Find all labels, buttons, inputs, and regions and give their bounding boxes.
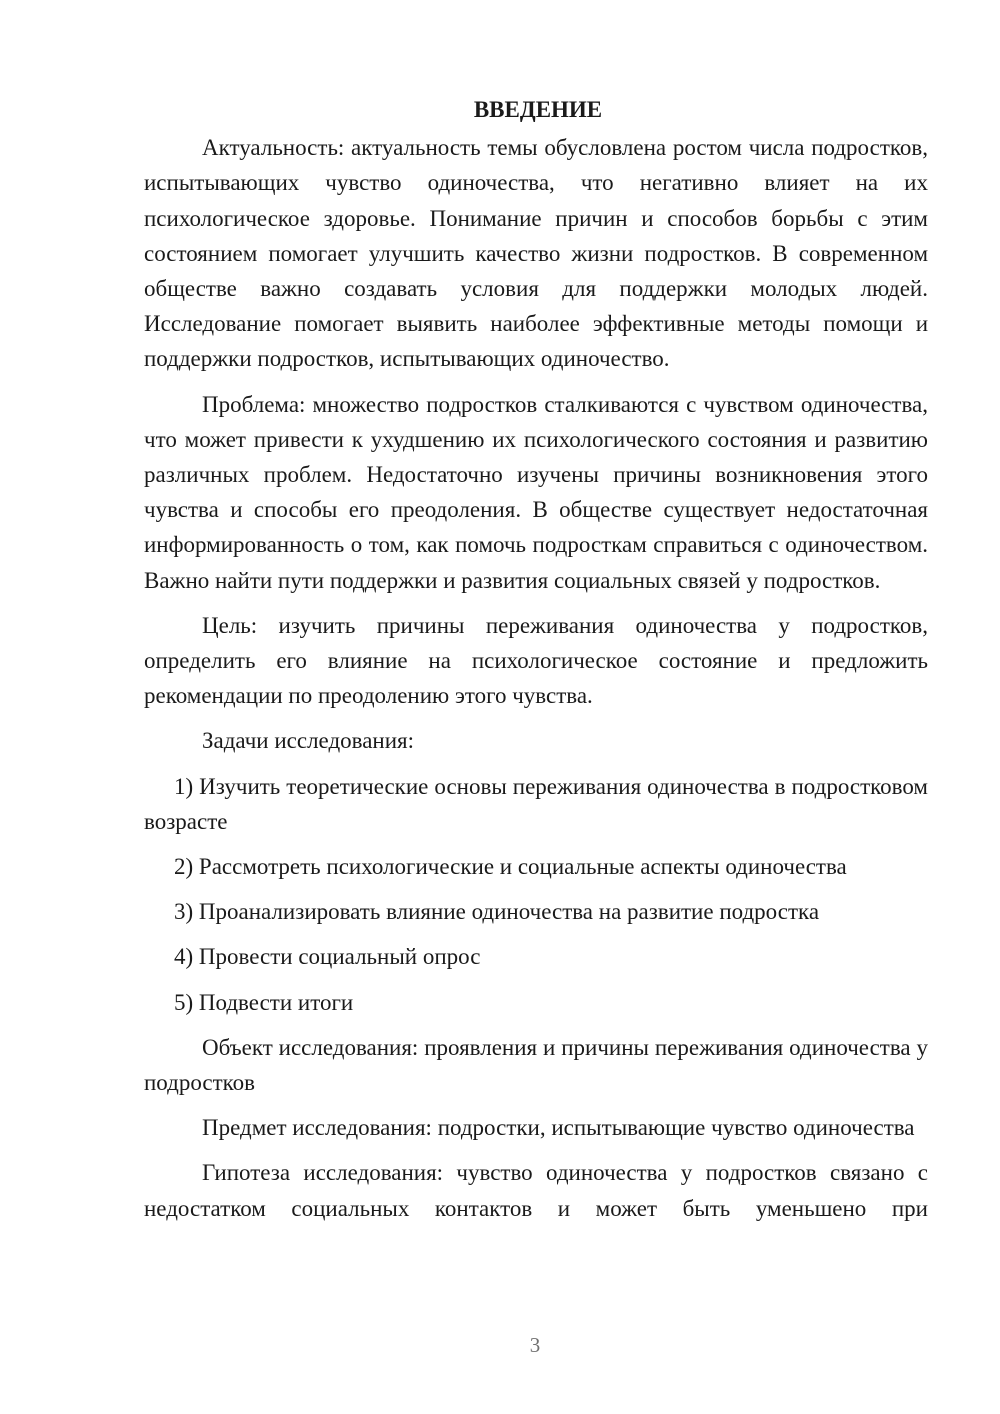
page-heading: ВВЕДЕНИЕ [473,97,603,122]
subject-paragraph: Предмет исследования: подростки, испытывающие чувство одиночества [202,1115,915,1141]
task-item: 3) Проанализировать влияние одиночества на развитие подростка [174,899,820,925]
object-paragraph: Объект исследования: проявления и причины переживания одиночества у подростков [144,1034,928,1096]
task-item: 4) Провести социальный опрос [174,944,481,970]
page-number: 3 [529,1333,541,1357]
task-item: 1) Изучить теоретические основы переживания одиночества в подростковом возрасте [144,773,928,834]
tasks-label: Задачи исследования: [202,728,415,754]
task-item: 2) Рассмотреть психологические и социальные аспекты одиночества [174,854,847,880]
problem-paragraph: Проблема: множество подростков сталкиваются с чувством одиночества, что может привести к ухудшению их психологического состояния и развитию различных проблем. Недостаточно изучены причины возникновения этого чувства и способы его преодоления. В обществе существует недостаточная информированность о том, как помочь подросткам справиться с одиночеством. Важно найти пути поддержки и развития социальных связей у подростков. [144,391,928,593]
relevance-paragraph: Актуальность: актуальность темы обусловлена ростом числа подростков, испытывающих чувство одиночества, что негативно влияет на их психологическое здоровье. Понимание причин и способов борьбы с этим состоянием помогает улучшить качество жизни подростков. В современном обществе важно создавать условия для поддержки молодых людей. Исследование помогает выявить наиболее эффективные методы помощи и поддержки подростков, испытывающих одиночество. [144,135,928,372]
goal-paragraph: Цель: изучить причины переживания одиночества у подростков, определить его влияние на психологическое состояние и предложить рекомендации по преодолению этого чувства. [144,612,928,709]
task-item: 5) Подвести итоги [174,989,354,1015]
hypothesis-paragraph: Гипотеза исследования: чувство одиночества у подростков связано с недостатком социальных контактов и может быть уменьшено при [144,1160,928,1221]
document-page [144,92,928,1236]
